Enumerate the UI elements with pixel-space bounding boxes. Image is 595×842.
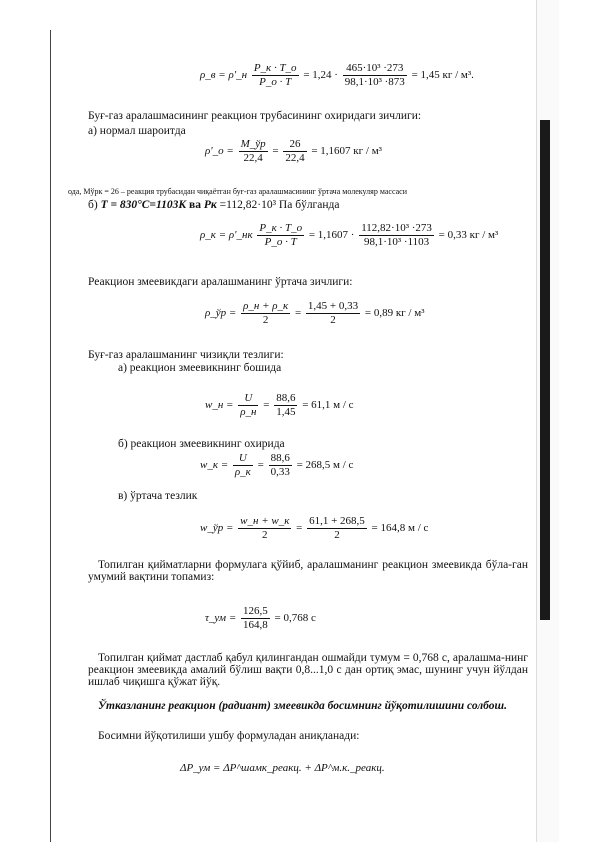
note-molecular-mass: ода, Mўрк = 26 – реакция трубасидан чиқаётган буғ-газ аралашмасининг ўртача молекуляр массаси: [68, 187, 407, 196]
paragraph-time-check: Топилган қиймат дастлаб қабул қилингандан ошмайди τумум = 0,768 с, аралашма-нинг реакцион змеевикда амалий бўлиш вақти 0,8...1,0 с дан ортиқ эмас, шунинг учун йўлдан ишлаб чиқишга қўжат йўқ.: [88, 652, 528, 688]
case-a-normal: а) нормал шароитда: [88, 125, 186, 137]
equation-velocity-end: w_к = $\frac{U}{\rho\_к}$ = $\frac{88,6}{0,33}$ = 268,5 м / с: [200, 452, 354, 478]
eq1-fraction-1: $\frac{P\_к \cdot T\_о}{P\_о \cdot T}$: [253, 62, 297, 88]
equation-density-normal: ρ'_о = $\frac{M\_ўр}{22,4}$ = $\frac{26}{22,4}$ = 1,1607 кг / м³: [205, 138, 382, 164]
eq1-result: = 1,45 кг / м³.: [411, 69, 474, 82]
paragraph-pressure-formula: Босимни йўқотилиши ушбу формуладан аниқланади:: [98, 730, 360, 742]
case-a-start: а) реакцион змеевикнинг бошида: [118, 362, 282, 374]
paragraph-linear-velocity: Буғ-газ аралашманинг чизиқли тезлиги:: [88, 349, 284, 361]
equation-pressure-loss: ΔP_ум = ΔP^шамк_реакц. + ΔP^м.к._реакц.: [180, 762, 385, 774]
section-heading-pressure: Ўтказланинг реакцион (радиант) змеевикда босимнинг йўқотилишини солбош.: [98, 700, 507, 712]
equation-density-start: ρ_в = ρ'_н $\frac{P\_к \cdot T\_о}{P\_о \cdot T}$ = 1,24 · $\frac{\text{465·10³ ·273}}{\text{98,1·10³ ·873}}$ = 1,45 кг / м³.: [200, 62, 474, 88]
equation-total-time: τ_ум = $\frac{126,5}{164,8}$ = 0,768 с: [205, 605, 316, 631]
equation-velocity-start: w_н = $\frac{U}{\rho\_н}$ = $\frac{88,6}{1,45}$ = 61,1 м / с: [205, 392, 354, 418]
paragraph-avg-density: Реакцион змеевикдаги аралашманинг ўртача зичлиги:: [88, 276, 353, 288]
equation-avg-density: ρ_ўр = $\frac{\rho\_н + \rho\_к}{2}$ = $\frac{1,45 + 0,33}{2}$ = 0,89 кг / м³: [205, 300, 425, 326]
case-c-average: в) ўртача тезлик: [118, 490, 198, 502]
scrollbar-thumb[interactable]: [540, 120, 550, 620]
equation-density-end: ρ_к = ρ'_нк $\frac{P\_к \cdot T\_о}{P\_о \cdot T}$ = 1,1607 · $\frac{\text{112,82·10³ ·273}}{\text{98,1·10³ ·1103}}$ = 0,33 кг / м³: [200, 222, 499, 248]
case-b-conditions: б) T = 830°С=1103К ва Pк =112,82·10³ Па бўлганда: [88, 199, 340, 211]
equation-velocity-avg: w_ўр = $\frac{w\_н + w\_к}{2}$ = $\frac{61,1 + 268,5}{2}$ = 164,8 м / с: [200, 515, 429, 541]
eq1-lhs: ρ_в = ρ'_н: [200, 69, 248, 82]
case-b-end: б) реакцион змеевикнинг охирида: [118, 438, 285, 450]
paragraph-density-end-intro: Буғ-газ аралашмасининг реакцион трубасининг охиридаги зичлиги:: [88, 110, 422, 122]
paragraph-total-time: Топилган қийматларни формулага қўйиб, аралашманинг реакцион змеевикда бўла-ган умумий вақтини топамиз:: [88, 559, 528, 583]
eq1-fraction-2: $\frac{\text{465·10³ ·273}}{\text{98,1·10³ ·873}}$: [344, 62, 405, 88]
